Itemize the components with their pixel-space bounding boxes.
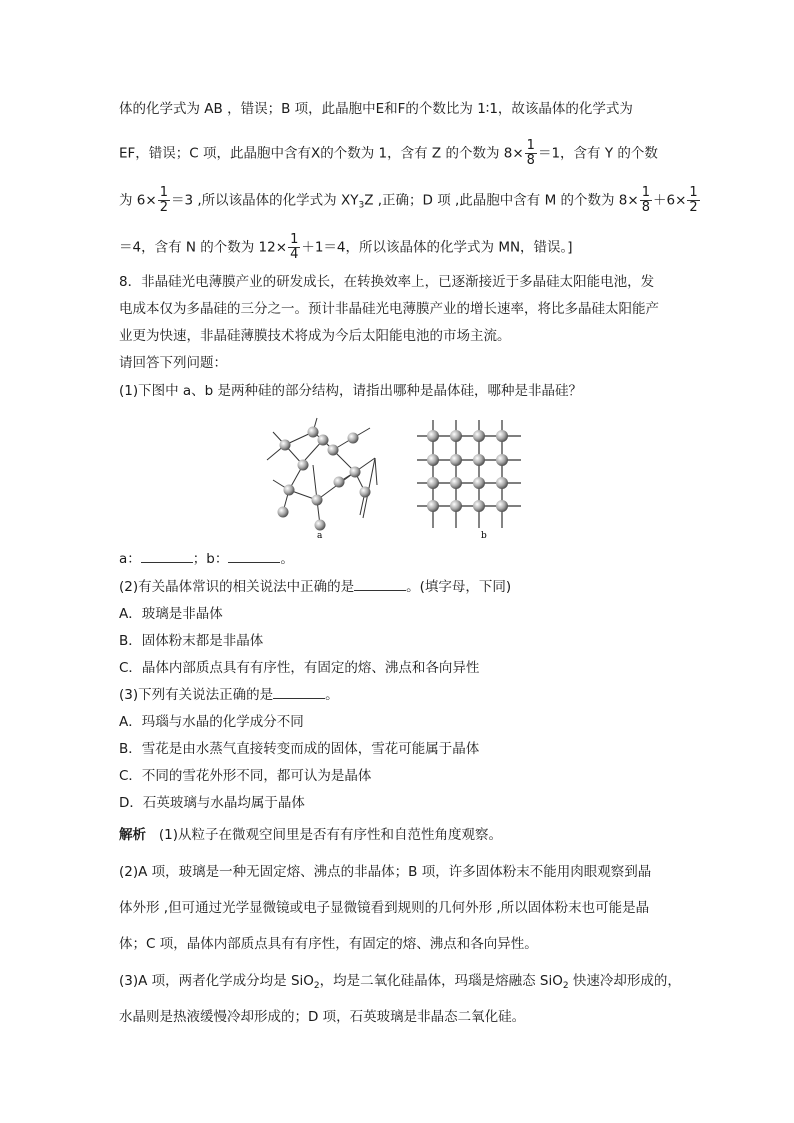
- prev-line-2b: ＝1，含有 Y 的个数: [537, 145, 658, 162]
- explanation-6: 水晶则是热液缓慢冷却形成的；D 项，石英玻璃是非晶态二氧化硅。: [119, 1009, 526, 1025]
- q8-sub-2-option-a: A．玻璃是非晶体: [119, 606, 223, 622]
- prev-line-2: [119, 139, 658, 168]
- figure-a-amorphous: [267, 418, 377, 531]
- q8-sub-2-option-c: C．晶体内部质点具有有序性，有固定的熔、沸点和各向异性: [119, 660, 480, 676]
- q8-para-1: 8．非晶硅光电薄膜产业的研发成长，在转换效率上，已逐渐接近于多晶硅太阳能电池，发: [119, 274, 655, 290]
- fraction-1-2: $\frac{1}{2}$: [689, 185, 698, 215]
- prev-line-3: 为 6× $\frac{1}{2}$ ＝3 ,所以该晶体的化学式为 $XY_3Z$ ,正确；D 项 ,此晶胞中含有 M 的个数为 8× $\frac{1}{8}$ ＋6× $\frac{1}{2}$: [119, 185, 698, 215]
- prev-line-4: ＝4，含有 N 的个数为 12× $\frac{1}{4}$ ＋1＝4，所以该晶体的化学式为 MN，错误。]: [119, 232, 573, 262]
- q8-sub-2-option-b: B．固体粉末都是非晶体: [119, 633, 264, 649]
- q8-para-2: 电成本仅为多晶硅的三分之一。预计非晶硅光电薄膜产业的增长速率，将比多晶硅太阳能产: [119, 301, 659, 317]
- fraction-1-2: $\frac{1}{2}$: [159, 185, 168, 215]
- fraction-1-4: $\frac{1}{4}$: [290, 232, 299, 262]
- figure-a-label: a: [317, 531, 323, 540]
- explanation-3: 体外形 ,但可通过光学显微镜或电子显微镜看到规则的几何外形 ,所以固体粉末也可能是晶: [119, 900, 650, 916]
- figure-b-label: b: [481, 531, 487, 540]
- explanation-4: 体；C 项，晶体内部质点具有有序性，有固定的熔、沸点和各向异性。: [119, 936, 538, 952]
- q8-sub-3-option-a: A．玛瑙与水晶的化学成分不同: [119, 714, 304, 730]
- fraction-1-8: $\frac{1}{8}$: [526, 138, 535, 168]
- explanation-label: 解析: [119, 827, 146, 843]
- silicon-structure-figures: [255, 410, 535, 540]
- answer-blank-b[interactable]: [228, 550, 280, 563]
- prev-line-2a: EF，错误；C 项，此晶胞中含有X的个数为 1，含有 Z 的个数为 8×: [119, 145, 524, 162]
- q8-prompt: 请回答下列问题：: [119, 355, 227, 371]
- q8-answer-blanks: a： ；b： 。: [119, 551, 294, 567]
- figure-b-crystal: [417, 420, 521, 528]
- prev-line-1: 体的化学式为 AB ，错误；B 项，此晶胞中E和F的个数比为 1∶1，故该晶体的化学式为: [119, 101, 633, 117]
- explanation-2: (2)A 项，玻璃是一种无固定熔、沸点的非晶体；B 项，许多固体粉末不能用肉眼观察到晶: [119, 864, 652, 880]
- q8-sub-1: (1)下图中 a、b 是两种硅的部分结构，请指出哪种是晶体硅，哪种是非晶硅？: [119, 383, 583, 399]
- fraction-1-8: $\frac{1}{8}$: [641, 185, 650, 215]
- q8-sub-3-option-b: B．雪花是由水蒸气直接转变而成的固体，雪花可能属于晶体: [119, 741, 480, 757]
- answer-blank-a[interactable]: [141, 550, 193, 563]
- q8-para-3: 业更为快速，非晶硅薄膜技术将成为今后太阳能电池的市场主流。: [119, 328, 511, 344]
- explanation-1: 解析 (1)从粒子在微观空间里是否有有序性和自范性角度观察。: [119, 827, 502, 843]
- q8-sub-3-option-c: C．不同的雪花外形不同，都可认为是晶体: [119, 768, 372, 784]
- answer-blank-3[interactable]: [273, 686, 325, 699]
- q8-sub-2: (2)有关晶体常识的相关说法中正确的是 。(填字母，下同): [119, 579, 512, 595]
- answer-blank-2[interactable]: [354, 578, 406, 591]
- q8-sub-3: (3)下列有关说法正确的是 。: [119, 687, 339, 703]
- q8-sub-3-option-d: D．石英玻璃与水晶均属于晶体: [119, 795, 305, 811]
- explanation-5: (3)A 项，两者化学成分均是 SiO$_2$，均是二氧化硅晶体，玛瑙是熔融态 SiO$_2$ 快速冷却形成的，: [119, 973, 681, 991]
